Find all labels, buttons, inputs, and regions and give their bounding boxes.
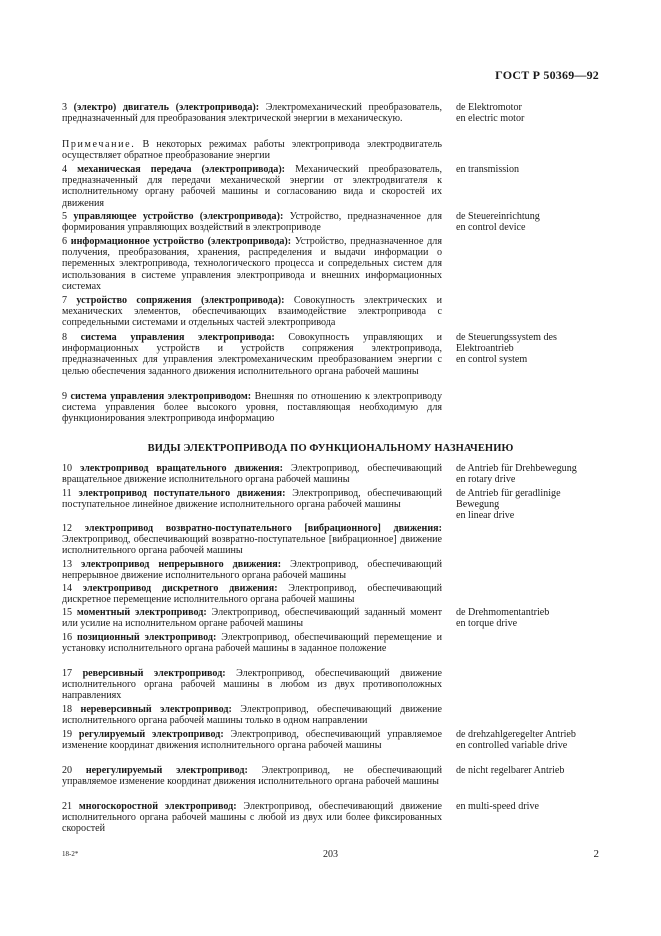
term-name: устройство сопряжения (электропривода): xyxy=(76,295,285,306)
term-number: 7 xyxy=(62,295,68,306)
term-name: реверсивный электропривод: xyxy=(82,668,226,679)
foreign-equivalents xyxy=(456,729,626,751)
term-name: механическая передача (электропривода): xyxy=(77,164,286,175)
foreign-equivalents xyxy=(456,765,626,776)
term-text xyxy=(62,607,442,629)
term-name: управляющее устройство (электропривода): xyxy=(73,211,284,222)
term-entry xyxy=(62,729,661,751)
foreign-term: Bewegung xyxy=(456,499,500,511)
term-text xyxy=(62,164,442,209)
foreign-term: de Steuereinrichtung xyxy=(456,211,540,222)
foreign-term: Elektroantrieb xyxy=(456,343,514,355)
term-text xyxy=(62,729,442,751)
term-number: 18 xyxy=(62,704,73,715)
term-entry xyxy=(62,523,661,557)
foreign-equivalents xyxy=(456,801,626,812)
foreign-equivalents xyxy=(456,211,626,233)
term-text xyxy=(62,488,442,510)
term-text xyxy=(62,139,442,161)
term-definition: Устройство, предназначенное для получения, преобразования, хранения, распределения и выдачи информации о переменных электропривода, технологического процесса и сопредельных систем для использования в системе управления электропривода и внешних информационных системах xyxy=(62,236,442,292)
term-definition: Электропривод, обеспечивающий непрерывное движение исполнительного органа рабочей машины xyxy=(62,559,443,582)
section-title: ВИДЫ ЭЛЕКТРОПРИВОДА ПО ФУНКЦИОНАЛЬНОМУ НАЗНАЧЕНИЮ xyxy=(147,443,514,454)
foreign-term: en electric motor xyxy=(456,113,525,125)
term-entry xyxy=(62,668,661,702)
term-entry xyxy=(62,704,661,726)
term-number: 13 xyxy=(62,559,73,570)
term-definition: Электромеханический преобразователь, предназначенный для преобразования электрической энергии в механическую. xyxy=(62,102,442,125)
term-name: регулируемый электропривод: xyxy=(78,729,224,740)
term-name: электропривод дискретного движения: xyxy=(82,583,278,594)
sheet-number: 2 xyxy=(593,848,599,860)
term-entry xyxy=(62,765,661,787)
foreign-equivalents xyxy=(456,164,626,175)
term-number: 17 xyxy=(62,668,73,679)
term-text xyxy=(62,523,442,557)
term-definition: Электропривод, не обеспечивающий управляемое изменение координат движения исполнительного органа рабочей машины xyxy=(62,765,442,788)
term-definition: Электропривод, обеспечивающий движение исполнительного органа рабочей машины только в одном направлении xyxy=(62,704,443,727)
foreign-term: de Elektromotor xyxy=(456,102,522,113)
term-text xyxy=(62,765,442,787)
foreign-equivalents xyxy=(456,332,626,366)
term-name: электропривод непрерывного движения: xyxy=(81,559,282,570)
term-definition: Электропривод, обеспечивающий движение исполнительного органа рабочей машины с любой из двух или более фиксированных скоростей xyxy=(62,801,442,835)
standard-header: ГОСТ Р 50369—92 xyxy=(495,68,599,82)
foreign-term: en rotary drive xyxy=(456,474,516,486)
term-definition: Электропривод, обеспечивающий возвратно-поступательное [вибрационное] движение исполнительного органа рабочей машины xyxy=(62,534,442,557)
term-name: многоскоростной электропривод: xyxy=(78,801,237,812)
foreign-equivalents xyxy=(456,102,626,124)
note-label: Примечание. xyxy=(62,139,136,150)
term-definition: В некоторых режимах работы электропривода электродвигатель осуществляет обратное преобразование энергии xyxy=(62,139,442,162)
term-definition: Электропривод, обеспечивающий заданный момент или усилие на исполнительном органе рабочей машины xyxy=(62,607,442,630)
term-number: 16 xyxy=(62,632,73,643)
term-name: электропривод возвратно-поступательного [вибрационного] движения: xyxy=(84,523,442,534)
term-text xyxy=(62,463,442,485)
term-number: 14 xyxy=(62,583,73,594)
term-definition: Устройство, предназначенное для формирования управляющих воздействий в электроприводе xyxy=(62,211,442,234)
term-entry xyxy=(62,801,661,835)
term-name: (электро) двигатель (электропривода): xyxy=(73,102,260,113)
term-number: 19 xyxy=(62,729,73,740)
term-text xyxy=(62,583,442,605)
term-number: 9 xyxy=(62,391,68,402)
term-entry xyxy=(62,211,661,233)
foreign-term: de Antrieb für Drehbewegung xyxy=(456,463,577,474)
term-entry xyxy=(62,332,661,377)
foreign-term: en control device xyxy=(456,222,526,234)
term-number: 21 xyxy=(62,801,73,812)
term-text xyxy=(62,211,442,233)
term-definition: Электропривод, обеспечивающий движение исполнительного органа рабочей машины в любом из двух противоположных направлениях xyxy=(62,668,442,702)
term-text xyxy=(62,332,442,377)
term-definition: Электропривод, обеспечивающий вращательное движение исполнительного органа рабочей машины xyxy=(62,463,442,486)
term-name: информационное устройство (электропривода): xyxy=(70,236,292,247)
foreign-term: de drehzahlgeregelter Antrieb xyxy=(456,729,576,740)
term-entry xyxy=(62,102,661,124)
term-text xyxy=(62,102,442,124)
term-name: позиционный электропривод: xyxy=(76,632,217,643)
foreign-term: de Steuerungssystem des xyxy=(456,332,557,343)
term-entry xyxy=(62,559,661,581)
term-name: электропривод вращательного движения: xyxy=(80,463,284,474)
foreign-term: en multi-speed drive xyxy=(456,801,539,812)
term-number: 12 xyxy=(62,523,73,534)
term-name: система управления электроприводом: xyxy=(70,391,252,402)
foreign-term: en control system xyxy=(456,354,528,366)
foreign-term: en linear drive xyxy=(456,510,515,522)
term-number: 20 xyxy=(62,765,73,776)
term-definition: Совокупность электрических и механических элементов, обеспечивающих взаимодействие электропривода с сопредельными системами и отдельных частей электропривода xyxy=(62,295,442,329)
term-entry xyxy=(62,632,661,654)
term-name: моментный электропривод: xyxy=(76,607,207,618)
term-name: нереверсивный электропривод: xyxy=(80,704,232,715)
term-number: 4 xyxy=(62,164,68,175)
term-text xyxy=(62,236,442,292)
foreign-equivalents xyxy=(456,463,626,485)
term-text xyxy=(62,559,442,581)
term-number: 6 xyxy=(62,236,68,247)
term-name: электропривод поступательного движения: xyxy=(78,488,286,499)
term-text xyxy=(62,668,442,702)
foreign-equivalents xyxy=(456,488,626,522)
term-entry xyxy=(62,236,661,292)
term-definition: Механический преобразователь, предназначенный для передачи механической энергии от электродвигателя к исполнительному органу рабочей машины и согласованию вида и скоростей их движения xyxy=(62,164,443,209)
term-entry xyxy=(62,139,661,161)
term-entry xyxy=(62,607,661,629)
term-entry xyxy=(62,164,661,209)
term-text xyxy=(62,295,442,329)
term-number: 3 xyxy=(62,102,68,113)
foreign-equivalents xyxy=(456,607,626,629)
term-number: 11 xyxy=(62,488,72,499)
term-entry xyxy=(62,463,661,485)
term-number: 8 xyxy=(62,332,68,343)
term-number: 15 xyxy=(62,607,73,618)
foreign-term: de nicht regelbarer Antrieb xyxy=(456,765,565,776)
term-text xyxy=(62,632,442,654)
term-name: система управления электропривода: xyxy=(80,332,275,343)
footer-print-mark: 18-2* xyxy=(62,850,79,858)
term-number: 5 xyxy=(62,211,68,222)
term-name: нерегулируемый электропривод: xyxy=(85,765,248,776)
term-number: 10 xyxy=(62,463,73,474)
foreign-term: en transmission xyxy=(456,164,520,175)
term-definition: Электропривод, обеспечивающий дискретное перемещение исполнительного органа рабочей машины xyxy=(62,583,442,606)
term-definition: Совокупность управляющих и информационных устройств и устройств сопряжения электропривода, предназначенных для управления электромеханическим преобразованием энергии с целью обеспечения заданного движения исполнительного органа рабочей машины xyxy=(62,332,442,377)
term-definition: Электропривод, обеспечивающий управляемое изменение координат движения исполнительного органа рабочей машины xyxy=(62,729,442,752)
foreign-term: de Antrieb für geradlinige xyxy=(456,488,561,499)
term-text xyxy=(62,391,442,425)
page-number: 203 xyxy=(323,849,338,860)
foreign-term: de Drehmomentantrieb xyxy=(456,607,550,618)
term-definition: Электропривод, обеспечивающий поступательное линейное движение исполнительного органа рабочей машины xyxy=(62,488,443,511)
term-definition: Внешняя по отношению к электроприводу система управления более высокого уровня, поставляющая необходимую для функционирования электропривода информацию xyxy=(62,391,442,425)
term-entry xyxy=(62,295,661,329)
term-entry xyxy=(62,488,661,522)
term-definition: Электропривод, обеспечивающий перемещение и установку исполнительного органа рабочей машины в заданное положение xyxy=(62,632,443,655)
foreign-term: en controlled variable drive xyxy=(456,740,568,752)
term-entry xyxy=(62,583,661,605)
foreign-term: en torque drive xyxy=(456,618,518,630)
term-text xyxy=(62,801,442,835)
term-text xyxy=(62,704,442,726)
term-entry xyxy=(62,391,661,425)
